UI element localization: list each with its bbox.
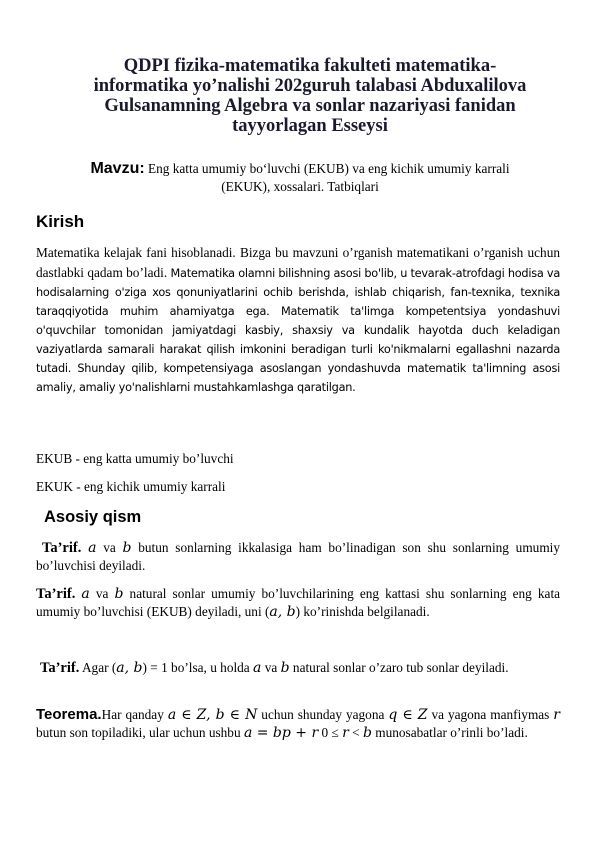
definition-text: ) ko’rinishda belgilanadi.: [295, 604, 430, 619]
topic-label: Mavzu:: [90, 160, 145, 177]
math-var: r: [553, 707, 560, 723]
topic-text: Eng katta umumiy bo‘luvchi (EKUB) va eng kichik umumiy karrali: [148, 161, 510, 176]
theorem-block: [36, 706, 560, 742]
math-var: b: [280, 660, 290, 676]
definition-1: [36, 539, 560, 575]
definition-label: Ta’rif.: [40, 660, 80, 676]
intro-body-text: Matematika olamni bilishning asosi bo'lib, u tevarak-atrofdagi hodisa va hodisalarning o'ziga xos qonuniyatlarini ochib berishda, ishlab chiqarish, fan-texnika, texnika taraqqiyotida muhim ahamiyatga ega. Matematik ta'limga kompetentsiya yondashuvi o'quvchilar tomonidan jamiyatdagi kasbiy, shaxsiy va kundalik hayotda duch keladigan vaziyatlarda samarali harakat qilish imkonini beradigan turli ko'nikmalarni egallashni nazarda tutadi. Shunday qilib, kompetensiyaga asoslangan yondashuvda matematik ta'limning asosi amaliy, amaliy yo'nalishlarni mustahkamlashga qaratilgan.: [36, 267, 560, 394]
definition-text: natural sonlar o’zaro tub sonlar deyiladi.: [292, 660, 509, 675]
definition-text: va: [264, 660, 278, 675]
theorem-text: munosabatlar o’rinli bo’ladi.: [375, 725, 528, 740]
theorem-text: uchun shunday yagona: [261, 707, 385, 722]
abbr-ekub: EKUB - eng katta umumiy bo’luvchi: [36, 451, 234, 466]
math-var: a: [253, 660, 262, 676]
definition-text: va: [103, 540, 116, 555]
math-expr: a ∈ Z, b ∈ N: [167, 707, 258, 723]
definition-text: butun sonlarning ikkalasiga ham bo’linadigan son shu sonlarning umumiy bo’luvchisi deyiladi.: [36, 540, 561, 573]
theorem-text: butun son topiladiki, ular uchun ushbu: [36, 725, 241, 740]
title-line: Gulsanamning Algebra va sonlar nazariyasi fanidan: [104, 96, 516, 116]
intro-lead-text: Matematika kelajak fani hisoblanadi. Bizga bu mavzuni o’rganish matematikani o’rganish uchun dastlabki qadam bo’ladi.: [36, 245, 560, 280]
math-var: b: [114, 586, 124, 602]
definition-text: ) = 1 bo’lsa, u holda: [142, 660, 250, 675]
theorem-label: Teorema.: [36, 706, 102, 723]
theorem-text: Har qanday: [101, 707, 164, 722]
math-var: a: [88, 540, 97, 556]
topic-text: (EKUK), xossalari. Tatbiqlari: [221, 179, 379, 194]
definition-text: Agar (: [81, 660, 117, 675]
math-expr: q ∈ Z: [388, 707, 428, 723]
theorem-text: <: [352, 725, 360, 740]
definition-3: [36, 659, 560, 677]
math-var: r: [342, 725, 349, 741]
abbr-ekuk: EKUK - eng kichik umumiy karrali: [36, 479, 226, 494]
definition-label: Ta’rif.: [42, 540, 82, 556]
theorem-text: 0 ≤: [321, 725, 339, 740]
math-expr: a, b: [116, 660, 143, 676]
title-line: QDPI fizika-matematika fakulteti matematika-: [123, 56, 497, 76]
definition-2: [36, 585, 560, 621]
math-expr: a, b: [269, 604, 296, 620]
definition-text: va: [95, 586, 109, 601]
intro-paragraph: [36, 243, 560, 397]
math-var: b: [362, 725, 372, 741]
math-expr: a = bp + r: [243, 725, 319, 741]
math-var: a: [81, 586, 90, 602]
title-line: informatika yo’nalishi 202guruh talabasi Abduxalilova: [93, 76, 527, 96]
math-var: b: [122, 540, 132, 556]
section-heading-kirish: Kirish: [36, 212, 85, 231]
theorem-text: va yagona manfiymas: [431, 707, 550, 722]
section-heading-asosiy: Asosiy qism: [44, 508, 142, 526]
definition-text: natural sonlar umumiy bo’luvchilarining eng kattasi shu sonlarning eng kata umumiy bo’luvchisi (EKUB) deyiladi, uni (: [36, 586, 561, 619]
title-line: tayyorlagan Esseysi: [232, 116, 388, 136]
topic-block: [40, 160, 560, 196]
definition-label: Ta’rif.: [36, 586, 76, 602]
document-title: [60, 56, 560, 136]
